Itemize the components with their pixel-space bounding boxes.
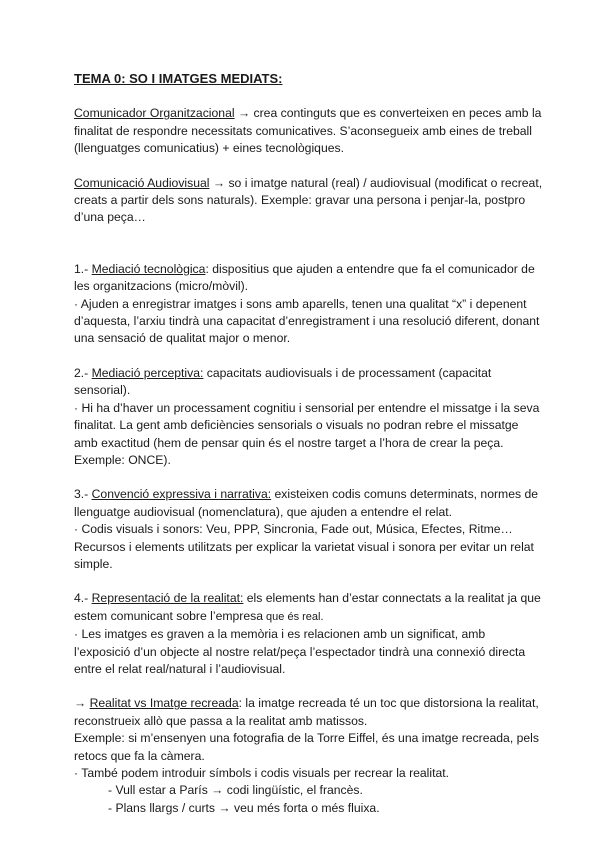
section-3-heading [74, 486, 544, 521]
section-2-heading [74, 365, 544, 400]
document-title: TEMA 0: SO I IMATGES MEDIATS: [74, 71, 283, 86]
section-1-heading-text: : dispositius que ajuden a entendre que fa el comunicador de les organitzacions (micro/mòvil). [74, 261, 535, 294]
intro-paragraph-2 [74, 175, 544, 227]
document-page [74, 70, 544, 817]
section-4-body: · Les imatges es graven a la memòria i es relacionen amb un significat, amb l’exposició d’un objecte al nostre relat/peça l’espectador tindrà una connexió directa entre el relat real/natural i l’audiovisual. [74, 627, 526, 676]
section-2-term: Mediació perceptiva: [91, 365, 204, 380]
final-heading [74, 695, 544, 730]
final-body: · També podem introduir símbols i codis visuals per recrear la realitat. [74, 766, 450, 780]
final-prefix: → [74, 696, 90, 711]
final-item-2: - Plans llargs / curts → veu més forta o més fluixa. [108, 800, 380, 815]
section-2-prefix: 2.- [74, 365, 92, 380]
section-4-heading-small: que és real. [263, 610, 324, 623]
section-4-term: Representació de la realitat: [91, 591, 244, 606]
section-1-prefix: 1.- [74, 261, 92, 276]
final-term: Realitat vs Imatge recreada [89, 696, 239, 711]
section-1-term: Mediació tecnològica [91, 261, 206, 276]
final-item-1: - Vull estar a París → codi lingüístic, el francès. [108, 783, 363, 798]
section-3-body: · Codis visuals i sonors: Veu, PPP, Sincronia, Fade out, Música, Efectes, Ritme… Recursos i elements utilitzats per explicar la varietat visual i sonora per evitar un relat simple. [74, 522, 534, 571]
section-1-body: · Ajuden a enregistrar imatges i sons amb aparells, tenen una qualitat “x” i depenent d’aquesta, l’arxiu tindrà una capacitat d’enregistrament i una resolució diferent, donant una sensació de qualitat major o menor. [74, 296, 540, 346]
intro-paragraph-1 [74, 105, 544, 157]
final-heading-text: : la imatge recreada té un toc que distorsiona la realitat, reconstrueix allò que passa a la realitat amb matissos. [74, 696, 539, 728]
intro-term-2: Comunicació Audiovisual [74, 175, 210, 190]
section-3-prefix: 3.- [74, 487, 92, 502]
intro-text-1: → crea continguts que es converteixen en peces amb la finalitat de respondre necessitats comunicatives. S’aconsegueix amb eines de treball (llenguatges comunicatius) + eines tecnològiques. [74, 106, 542, 156]
section-2-body: · Hi ha d’haver un processament cognitiu i sensorial per entendre el missatge i la seva finalitat. La gent amb deficiències sensorials o visuals no podran rebre el missatge amb exactitud (hem de pensar quin és el nostre target a l’hora de crear la peça. Exemple: ONCE). [74, 400, 540, 467]
section-4-prefix: 4.- [74, 591, 92, 606]
section-3-heading-text: existeixen codis comuns determinats, normes de llenguatge audiovisual (nomenclatura), que ajuden a entendre el relat. [74, 487, 539, 519]
section-2-heading-text: capacitats audiovisuals i de processament (capacitat sensorial). [74, 365, 492, 398]
intro-term-1: Comunicador Organitzacional [74, 106, 235, 121]
section-3-term: Convenció expressiva i narrativa: [91, 487, 272, 502]
section-1-heading [74, 261, 544, 296]
final-example: Exemple: si m’ensenyen una fotografia de la Torre Eiffel, és una imatge recreada, pels retocs que fa la càmera. [74, 731, 539, 763]
intro-text-2: → so i imatge natural (real) / audiovisual (modificat o recreat, creats a partir dels sons naturals). Exemple: gravar una persona i penjar-la, postpro d’una peça… [74, 175, 543, 225]
section-4-heading-text: els elements han d’estar connectats a la realitat ja que estem comunicant sobre l’empresa [74, 591, 541, 623]
section-4-heading [74, 590, 544, 626]
